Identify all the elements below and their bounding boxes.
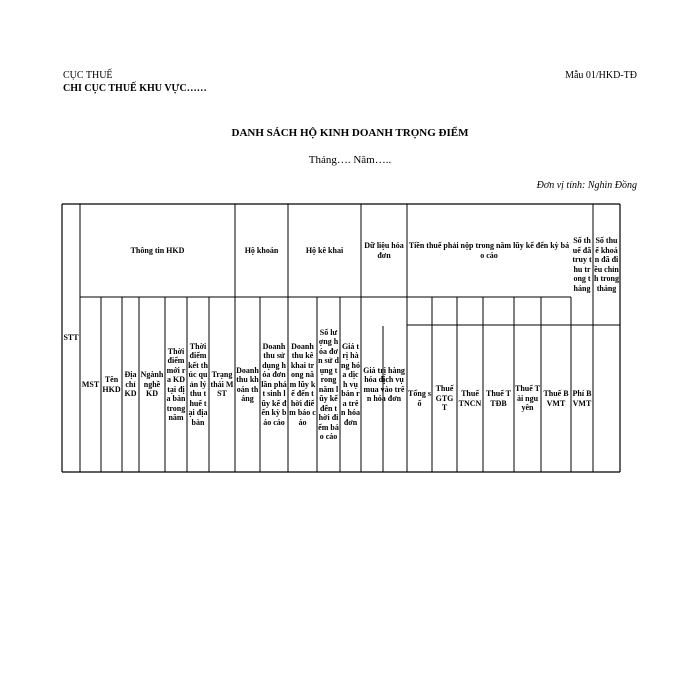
col-header-gtgt: Thuế GTGT (435, 384, 454, 413)
col-header-stt: STT (63, 333, 79, 343)
col-header-dtkhoan: Doanh thu khoán tháng (236, 365, 259, 403)
col-header-diachi: Địa chỉ KD (124, 370, 137, 399)
col-header-slhd: Số lượng hóa đơn sử dụng trong năm lũy kế đến thời điểm báo cáo (318, 327, 339, 441)
group-header-truythu: Số thuế đã truy thu trong tháng (572, 236, 592, 293)
col-header-gtmua: Giá trị hàng hóa dịch vụ mua vào trên hóa đơn (363, 365, 405, 403)
col-header-phibvmt: Phí BVMT (572, 389, 592, 408)
group-header-hokekhai: Hộ kê khai (305, 245, 344, 255)
report-period: Tháng…. Năm….. (308, 154, 392, 166)
col-header-nganh: Ngành nghề KD (140, 370, 164, 399)
group-header-dieuchinh: Số thuế khoán đã điều chỉnh trong tháng (594, 236, 619, 293)
agency-name: CỤC THUẾ (63, 70, 113, 81)
group-header-hokhoan: Hộ khoán (244, 245, 279, 255)
col-header-gtban: Giá trị hàng hóa dịch vụ bán ra trên hóa đơn (341, 341, 360, 427)
group-header-tienthue: Tiền thuế phải nộp trong năm lũy kế đến kỳ báo cáo (408, 241, 570, 260)
col-header-tainguyen: Thuế Tài nguyên (515, 384, 540, 413)
col-header-bvmt: Thuế BVMT (543, 389, 569, 408)
col-header-tgbatdau: Thời điểm mới ra KD tại địa bàn trong năm (166, 346, 186, 422)
col-header-dtkk: Doanh thu kê khai trong năm lũy kế đến thời điểm báo cáo (289, 341, 316, 427)
form-code: Mẫu 01/HKD-TĐ (565, 70, 637, 81)
col-header-tgketthuc: Thời điểm kết thúc quản lý thu thuế tại địa bàn (188, 341, 208, 427)
col-header-ten: Tên HKD (102, 375, 121, 394)
unit-of-measure: Đơn vị tính: Nghìn Đồng (536, 180, 637, 191)
col-header-ttdb: Thuế TTĐB (486, 389, 511, 408)
group-header-info: Thông tin HKD (130, 245, 185, 255)
group-header-dulieu: Dữ liệu hóa đơn (364, 241, 404, 260)
sub-agency-name: CHI CỤC THUẾ KHU VỰC…… (63, 83, 207, 94)
col-header-mst: MST (81, 379, 100, 389)
col-header-tncn: Thuế TNCN (458, 389, 482, 408)
document-title: DANH SÁCH HỘ KINH DOANH TRỌNG ĐIỂM (231, 127, 469, 139)
col-header-tongso: Tổng số (408, 389, 431, 408)
col-header-trangthai: Trạng thái MST (210, 370, 234, 399)
col-header-dthd: Doanh thu sử dụng hóa đơn lần phát sinh lũy kế đến kỳ báo cáo (261, 341, 287, 427)
